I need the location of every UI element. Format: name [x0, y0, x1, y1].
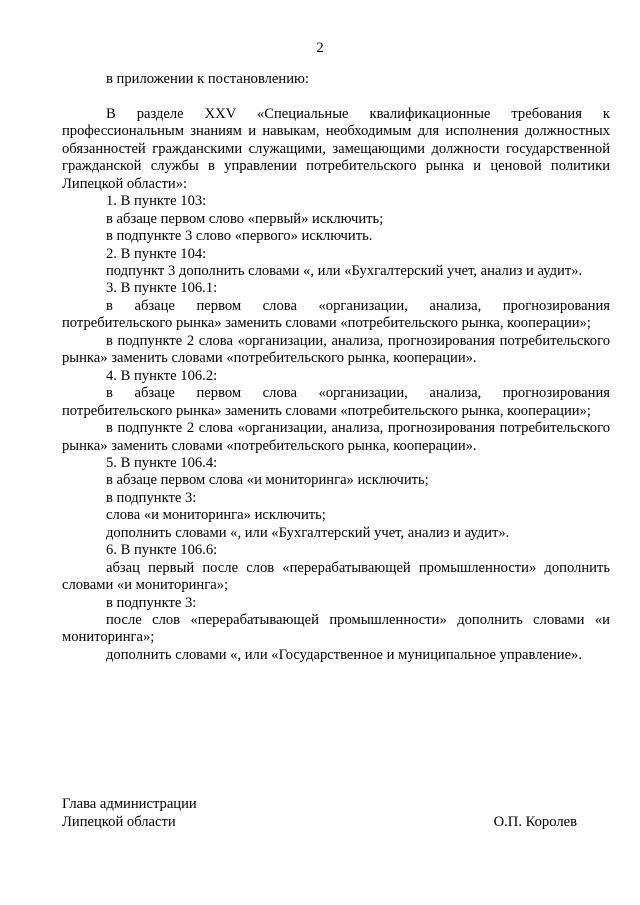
paragraph: в приложении к постановлению: — [106, 71, 309, 87]
paragraph: 2. В пункте 104: — [106, 245, 207, 262]
signatory-name: О.П. Королев — [493, 813, 577, 830]
paragraph: в подпункте 3: — [106, 594, 197, 611]
paragraph: в абзаце первом слова «организации, анализа, прогнозирования потребительского рынка» заменить словами «потребительского рынка, кооперации»; — [62, 297, 610, 332]
signature-block — [62, 796, 610, 831]
signatory-title-line2: Липецкой области — [62, 813, 176, 830]
document-body — [62, 71, 610, 664]
signatory-title-line1: Глава администрации — [62, 796, 197, 812]
paragraph: в подпункте 3 слово «первого» исключить. — [106, 228, 373, 245]
paragraph: в абзаце первом слово «первый» исключить; — [106, 210, 384, 227]
paragraph: В разделе XXV «Специальные квалификационные требования к профессиональным знаниям и навыкам, необходимым для исполнения должностных обязанностей гражданскими служащими, замещающими должности государственной гражданской службы в управлении потребительского рынка и ценовой политики Липецкой области»: — [62, 105, 610, 192]
paragraph: абзац первый после слов «перерабатывающей промышленности» дополнить словами «и мониторинга»; — [62, 559, 610, 594]
paragraph: 1. В пункте 103: — [106, 193, 207, 210]
paragraph: после слов «перерабатывающей промышленности» дополнить словами «и мониторинга»; — [62, 612, 610, 646]
paragraph: в подпункте 3: — [106, 489, 197, 506]
page-number: 2 — [316, 40, 324, 56]
paragraph: 6. В пункте 106.6: — [106, 542, 218, 559]
paragraph: 5. В пункте 106.4: — [106, 454, 218, 471]
paragraph: дополнить словами «, или «Бухгалтерский учет, анализ и аудит». — [106, 524, 510, 541]
paragraph: в абзаце первом слова «организации, анализа, прогнозирования потребительского рынка» заменить словами «потребительского рынка, кооперации»; — [62, 385, 610, 419]
paragraph: в подпункте 2 слова «организации, анализа, прогнозирования потребительского рынка» заменить словами «потребительского рынка, кооперации». — [62, 420, 610, 454]
paragraph: дополнить словами «, или «Государственное и муниципальное управление». — [106, 646, 582, 663]
paragraph: в подпункте 2 слова «организации, анализа, прогнозирования потребительского рынка» заменить словами «потребительского рынка, кооперации». — [62, 332, 610, 367]
paragraph: подпункт 3 дополнить словами «, или «Бухгалтерский учет, анализ и аудит». — [106, 262, 583, 279]
paragraph: 3. В пункте 106.1: — [106, 280, 218, 297]
paragraph: 4. В пункте 106.2: — [106, 367, 218, 384]
paragraph: в абзаце первом слова «и мониторинга» исключить; — [106, 472, 429, 489]
paragraph: слова «и мониторинга» исключить; — [106, 507, 326, 524]
